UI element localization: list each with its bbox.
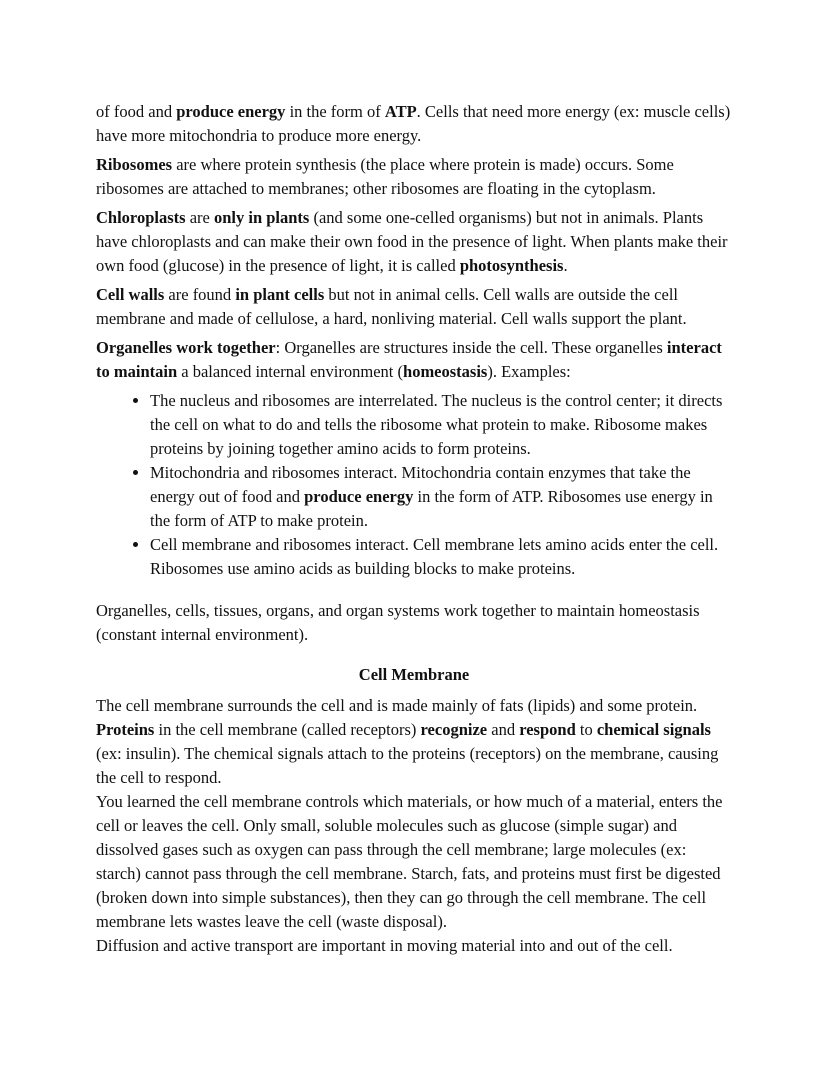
paragraph: Cell walls are found in plant cells but not in animal cells. Cell walls are outside the cell membrane and made of cellulose, a hard, nonliving material. Cell walls support the plant. xyxy=(96,285,687,328)
bold-text: chemical signals xyxy=(596,720,711,739)
bold-text: respond xyxy=(519,720,576,739)
paragraph: Organelles, cells, tissues, organs, and organ systems work together to maintain homeostasis (constant internal environment). xyxy=(96,601,700,644)
bold-text: interact to maintain xyxy=(96,338,722,381)
bold-text: produce energy xyxy=(176,102,286,121)
paragraph: The cell membrane surrounds the cell and is made mainly of fats (lipids) and some protein. Proteins in the cell membrane (called receptors) recognize and respond to chemical signals (ex: insulin). The chemical signals attach to the proteins (receptors) on the membrane, causing the cell to respond. xyxy=(96,696,719,787)
paragraph: Chloroplasts are only in plants (and some one-celled organisms) but not in animals. Plants have chloroplasts and can make their own food in the presence of light. When plants make their own food (glucose) in the presence of light, it is called photosynthesis. xyxy=(96,208,728,275)
blank-line xyxy=(96,581,732,599)
bold-text: Ribosomes xyxy=(96,155,173,174)
bold-text: Cell walls xyxy=(96,285,165,304)
bold-text: Proteins xyxy=(96,720,155,739)
bullet-list xyxy=(96,389,732,581)
paragraph: You learned the cell membrane controls which materials, or how much of a material, enters the cell or leaves the cell. Only small, soluble molecules such as glucose (simple sugar) and dissolved gases such as oxygen can pass through the cell membrane; large molecules (ex: starch) cannot pass through the cell membrane. Starch, fats, and proteins must first be digested (broken down into simple substances), then they can go through the cell membrane. The cell membrane lets wastes leave the cell (waste disposal). xyxy=(96,792,723,931)
paragraph: Diffusion and active transport are important in moving material into and out of the cell. xyxy=(96,936,673,955)
bold-text: homeostasis xyxy=(403,362,488,381)
bold-text: Cell Membrane xyxy=(358,665,470,684)
bold-text: ATP xyxy=(384,102,417,121)
bold-text: only in plants xyxy=(213,208,310,227)
bullet-item: • Mitochondria and ribosomes interact. Mitochondria contain enzymes that take the energy out of food and produce energy in the form of ATP. Ribosomes use energy in the form of ATP to make protein. xyxy=(150,461,732,533)
bullet-item: • The nucleus and ribosomes are interrelated. The nucleus is the control center; it directs the cell on what to do and tells the ribosome what protein to make. Ribosome makes proteins by joining together amino acids to form proteins. xyxy=(150,389,732,461)
bold-text: in plant cells xyxy=(235,285,325,304)
bold-text: recognize xyxy=(420,720,488,739)
section-heading xyxy=(96,663,732,687)
bold-text: photosynthesis xyxy=(459,256,564,275)
bold-text: Organelles work together xyxy=(96,338,276,357)
bold-text: produce energy xyxy=(304,487,414,506)
bold-text: Chloroplasts xyxy=(96,208,186,227)
bullet-item: • Cell membrane and ribosomes interact. Cell membrane lets amino acids enter the cell. Ribosomes use amino acids as building blocks to make proteins. xyxy=(150,533,732,581)
paragraph: Organelles work together: Organelles are structures inside the cell. These organelles interact to maintain a balanced internal environment (homeostasis). Examples: xyxy=(96,338,722,381)
paragraph: Ribosomes are where protein synthesis (the place where protein is made) occurs. Some ribosomes are attached to membranes; other ribosomes are floating in the cytoplasm. xyxy=(96,155,674,198)
paragraph: of food and produce energy in the form of ATP. Cells that need more energy (ex: muscle cells) have more mitochondria to produce more energy. xyxy=(96,102,731,145)
